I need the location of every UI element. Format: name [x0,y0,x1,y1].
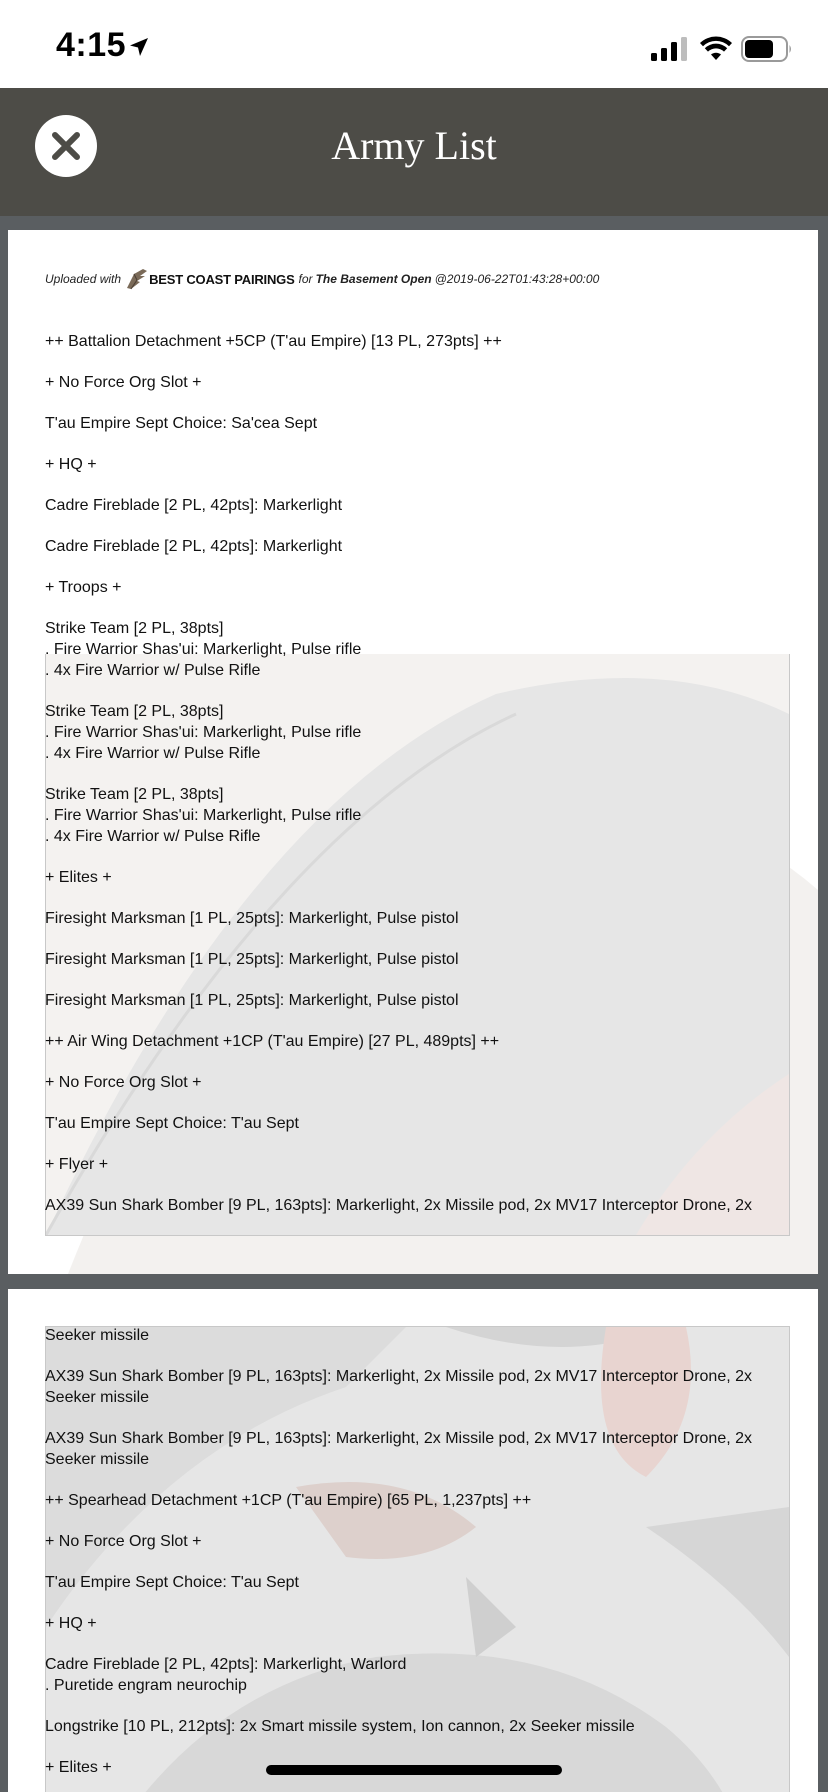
unit-detail: Seeker missile [45,1327,150,1344]
uploaded-prefix: Uploaded with [45,272,122,286]
unit-entry: Strike Team [2 PL, 38pts] [45,786,224,803]
bcp-logo [125,268,294,290]
page-title: Army List [331,123,497,168]
unit-entry: Longstrike [10 PL, 212pts]: 2x Smart missile system, Ion cannon, 2x Seeker missile [45,1718,635,1735]
upload-timestamp: @2019-06-22T01:43:28+00:00 [434,272,600,286]
section-heading: + Elites + [45,869,112,886]
unit-detail: . 4x Fire Warrior w/ Pulse Rifle [45,828,261,845]
list-line: T'au Empire Sept Choice: T'au Sept [45,1574,299,1591]
status-time: 4:15 [56,26,127,64]
unit-entry: Firesight Marksman [1 PL, 25pts]: Markerlight, Pulse pistol [45,992,459,1009]
section-heading: + Elites + [45,1759,112,1776]
list-line: T'au Empire Sept Choice: Sa'cea Sept [45,415,318,432]
unit-entry: Strike Team [2 PL, 38pts] [45,620,224,637]
for-label: for [298,272,313,286]
section-heading: + Flyer + [45,1156,109,1173]
section-heading: + No Force Org Slot + [45,374,202,391]
unit-entry: Cadre Fireblade [2 PL, 42pts]: Markerlight [45,538,343,555]
detachment-heading: ++ Battalion Detachment +5CP (T'au Empire) [13 PL, 273pts] ++ [45,333,502,350]
document-page-1 [8,230,818,1274]
unit-entry: Cadre Fireblade [2 PL, 42pts]: Markerlight, Warlord [45,1656,407,1673]
section-heading: + HQ + [45,1615,97,1632]
unit-entry: AX39 Sun Shark Bomber [9 PL, 163pts]: Markerlight, 2x Missile pod, 2x MV17 Interceptor Drone, 2x [45,1368,753,1385]
section-heading: + No Force Org Slot + [45,1074,202,1091]
unit-detail: Seeker missile [45,1451,150,1468]
bcp-brand-text: BEST COAST PAIRINGS [149,271,295,287]
unit-detail: . Fire Warrior Shas'ui: Markerlight, Pulse rifle [45,641,362,658]
detachment-heading: ++ Spearhead Detachment +1CP (T'au Empire) [65 PL, 1,237pts] ++ [45,1492,532,1509]
unit-detail: Seeker missile [45,1389,150,1406]
document-viewer[interactable] [0,216,828,1792]
unit-entry: Firesight Marksman [1 PL, 25pts]: Markerlight, Pulse pistol [45,910,459,927]
section-heading: + HQ + [45,456,97,473]
unit-entry: Firesight Marksman [1 PL, 25pts]: Markerlight, Pulse pistol [45,951,459,968]
bcp-wing-icon [125,268,149,290]
unit-detail: . 4x Fire Warrior w/ Pulse Rifle [45,745,261,762]
cellular-signal-icon [651,37,689,61]
section-heading: + Troops + [45,579,122,596]
location-arrow-icon [128,36,150,58]
event-name: The Basement Open [315,272,432,286]
battery-icon [741,36,793,62]
unit-detail: . Fire Warrior Shas'ui: Markerlight, Pulse rifle [45,724,362,741]
unit-entry: Strike Team [2 PL, 38pts] [45,703,224,720]
unit-detail: . Puretide engram neurochip [45,1677,247,1694]
unit-entry: AX39 Sun Shark Bomber [9 PL, 163pts]: Markerlight, 2x Missile pod, 2x MV17 Interceptor Drone, 2x [45,1430,753,1447]
status-bar [0,0,828,88]
section-heading: + No Force Org Slot + [45,1533,202,1550]
detachment-heading: ++ Air Wing Detachment +1CP (T'au Empire) [27 PL, 489pts] ++ [45,1033,500,1050]
unit-entry: Cadre Fireblade [2 PL, 42pts]: Markerlight [45,497,343,514]
list-line: T'au Empire Sept Choice: T'au Sept [45,1115,299,1132]
upload-credit [45,268,599,290]
unit-entry: AX39 Sun Shark Bomber [9 PL, 163pts]: Markerlight, 2x Missile pod, 2x MV17 Interceptor Drone, 2x [45,1197,753,1214]
document-page-2 [8,1289,818,1792]
unit-detail: . 4x Fire Warrior w/ Pulse Rifle [45,662,261,679]
wifi-icon [699,35,733,61]
app-header [0,88,828,216]
unit-detail: . Fire Warrior Shas'ui: Markerlight, Pulse rifle [45,807,362,824]
home-indicator[interactable] [266,1765,562,1775]
